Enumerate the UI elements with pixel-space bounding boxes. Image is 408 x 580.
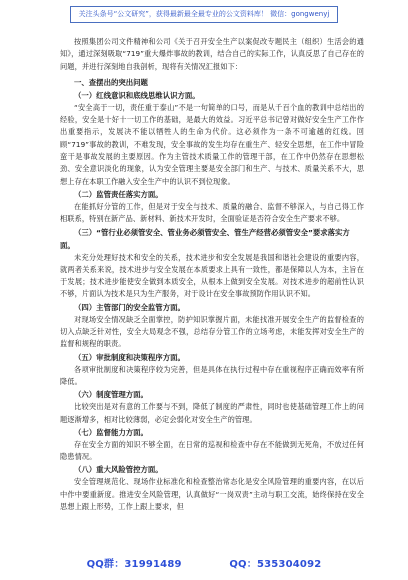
- item-text: 未充分处理好技术和安全的关系，技术进步和安全发展是我国和谐社会建设的重要内容，就两者关系来说，技术进步与安全发展在本质要求上具有一致性，都是保障以人为本，主旨在于发展；技术进步能使安全做到本质安全，从根本上做到安全发展。对技术进步的超前性认识不够，片面认为技术是只为生产服务，对于设计在安全事故预防作用认识不知。: [60, 252, 364, 299]
- item-title: （一）红线意识和底线思维认识方面。: [74, 90, 200, 100]
- header-banner: 关注头条号“公文研究”，获得最新最全最专业的公文资料库！ 微信：gongwenyj: [70, 6, 338, 23]
- footer-qq: QQ：535304092: [229, 559, 322, 570]
- item-title: （五）审批制度和决策程序方面。: [74, 352, 185, 362]
- item-title: （四）主管部门的安全监管方面。: [74, 302, 185, 312]
- item-text: 各项审批制度和决策程序较为完善，但是具体在执行过程中存在重视程序正确而效率有所降低。: [60, 364, 364, 386]
- item-text: 对现场安全情况缺乏全面掌控，防护知识掌握片面，未能找准开展安全生产的监督检查的切入点缺乏针对性，安全大局观念不强，总结存分管工作的立场考虑，未能发挥对安全生产的监督和规程的职责。: [60, 314, 364, 349]
- intro-paragraph: 按照集团公司文件精神和公司《关于召开安全生产以案促改专题民主（组织）生活会的通知》，通过深刻吸取“719”重大爆炸事故的教训，结合自己的实际工作，认真反思了自己存在的问题，并进行深刻地自我剖析，现将有关情况汇报如下：: [60, 37, 364, 71]
- item-title: （三）“管行业必须管安全、管业务必须管安全、管生产经营必须管安全”要求落实方面。: [60, 227, 350, 250]
- item-title: （七）监督能力方面。: [74, 427, 148, 437]
- item-title: （六）制度管理方面。: [74, 390, 148, 400]
- item-text: 安全管理规范化、现场作业标准化和检查整治常态化是安全风险管理的重要内容，在以后中作中要重新度。推进安全风险管理，认真做好“一岗双责”主动与职工交流，始终保持在安全思想上跟上形势，工作上跟上要求，但: [60, 477, 364, 512]
- item-text: “安全高于一切，责任重于泰山”不是一句简单的口号，而是从千百个血的教训中总结出的经验，安全是十好十一切工作的基础，是最大的效益。习近平总书记曾对做好安全生产工作作出重要指示，发展决不能以牺牲人的生命为代价。这必须作为一条不可逾越的红线。回顾“719”事故的教训，不难发现，安全事故的发生均存在重生产、轻安全思想，在工作中冒险蛮干是事故发展的主要原因。作为主管技术质量工作的管理干部，在工作中仍然存在思想松劲、安全意识淡化的现象，认为安全管理主要是安全部门和生产、与技术、质量关系不大，思想上存在本职工作融入安全生产中的认识不到位现象。: [60, 102, 364, 186]
- item-title: （二）监管责任落实方面。: [74, 189, 163, 199]
- item-text: 比较突出是对有意的工作要与不到，降低了制度的严肃性，同时也使基础管理工作上的问题逐渐增多，相对比较薄弱，必定会弱化对安全生产的管理。: [60, 402, 364, 424]
- section-title: 一、查摆出的突出问题: [74, 77, 148, 87]
- item-text: 在能抓好分管的工作，但是对于安全与技术、质量的融合、监督不够深入，与自己得工作相联系，特别在新产品、新材料、新技术开发时，全面验证是否符合安全生产要求不够。: [60, 201, 364, 224]
- document-body: [60, 36, 364, 513]
- footer: [0, 555, 408, 570]
- item-title: （八）重大风险管控方面。: [74, 465, 163, 475]
- item-text: 存在安全方面的知识不够全面，在日常的巡视和检查中存在不能做到无死角，不放过任何隐患情况。: [60, 439, 364, 462]
- footer-qq-group: QQ群：31991489: [86, 559, 182, 570]
